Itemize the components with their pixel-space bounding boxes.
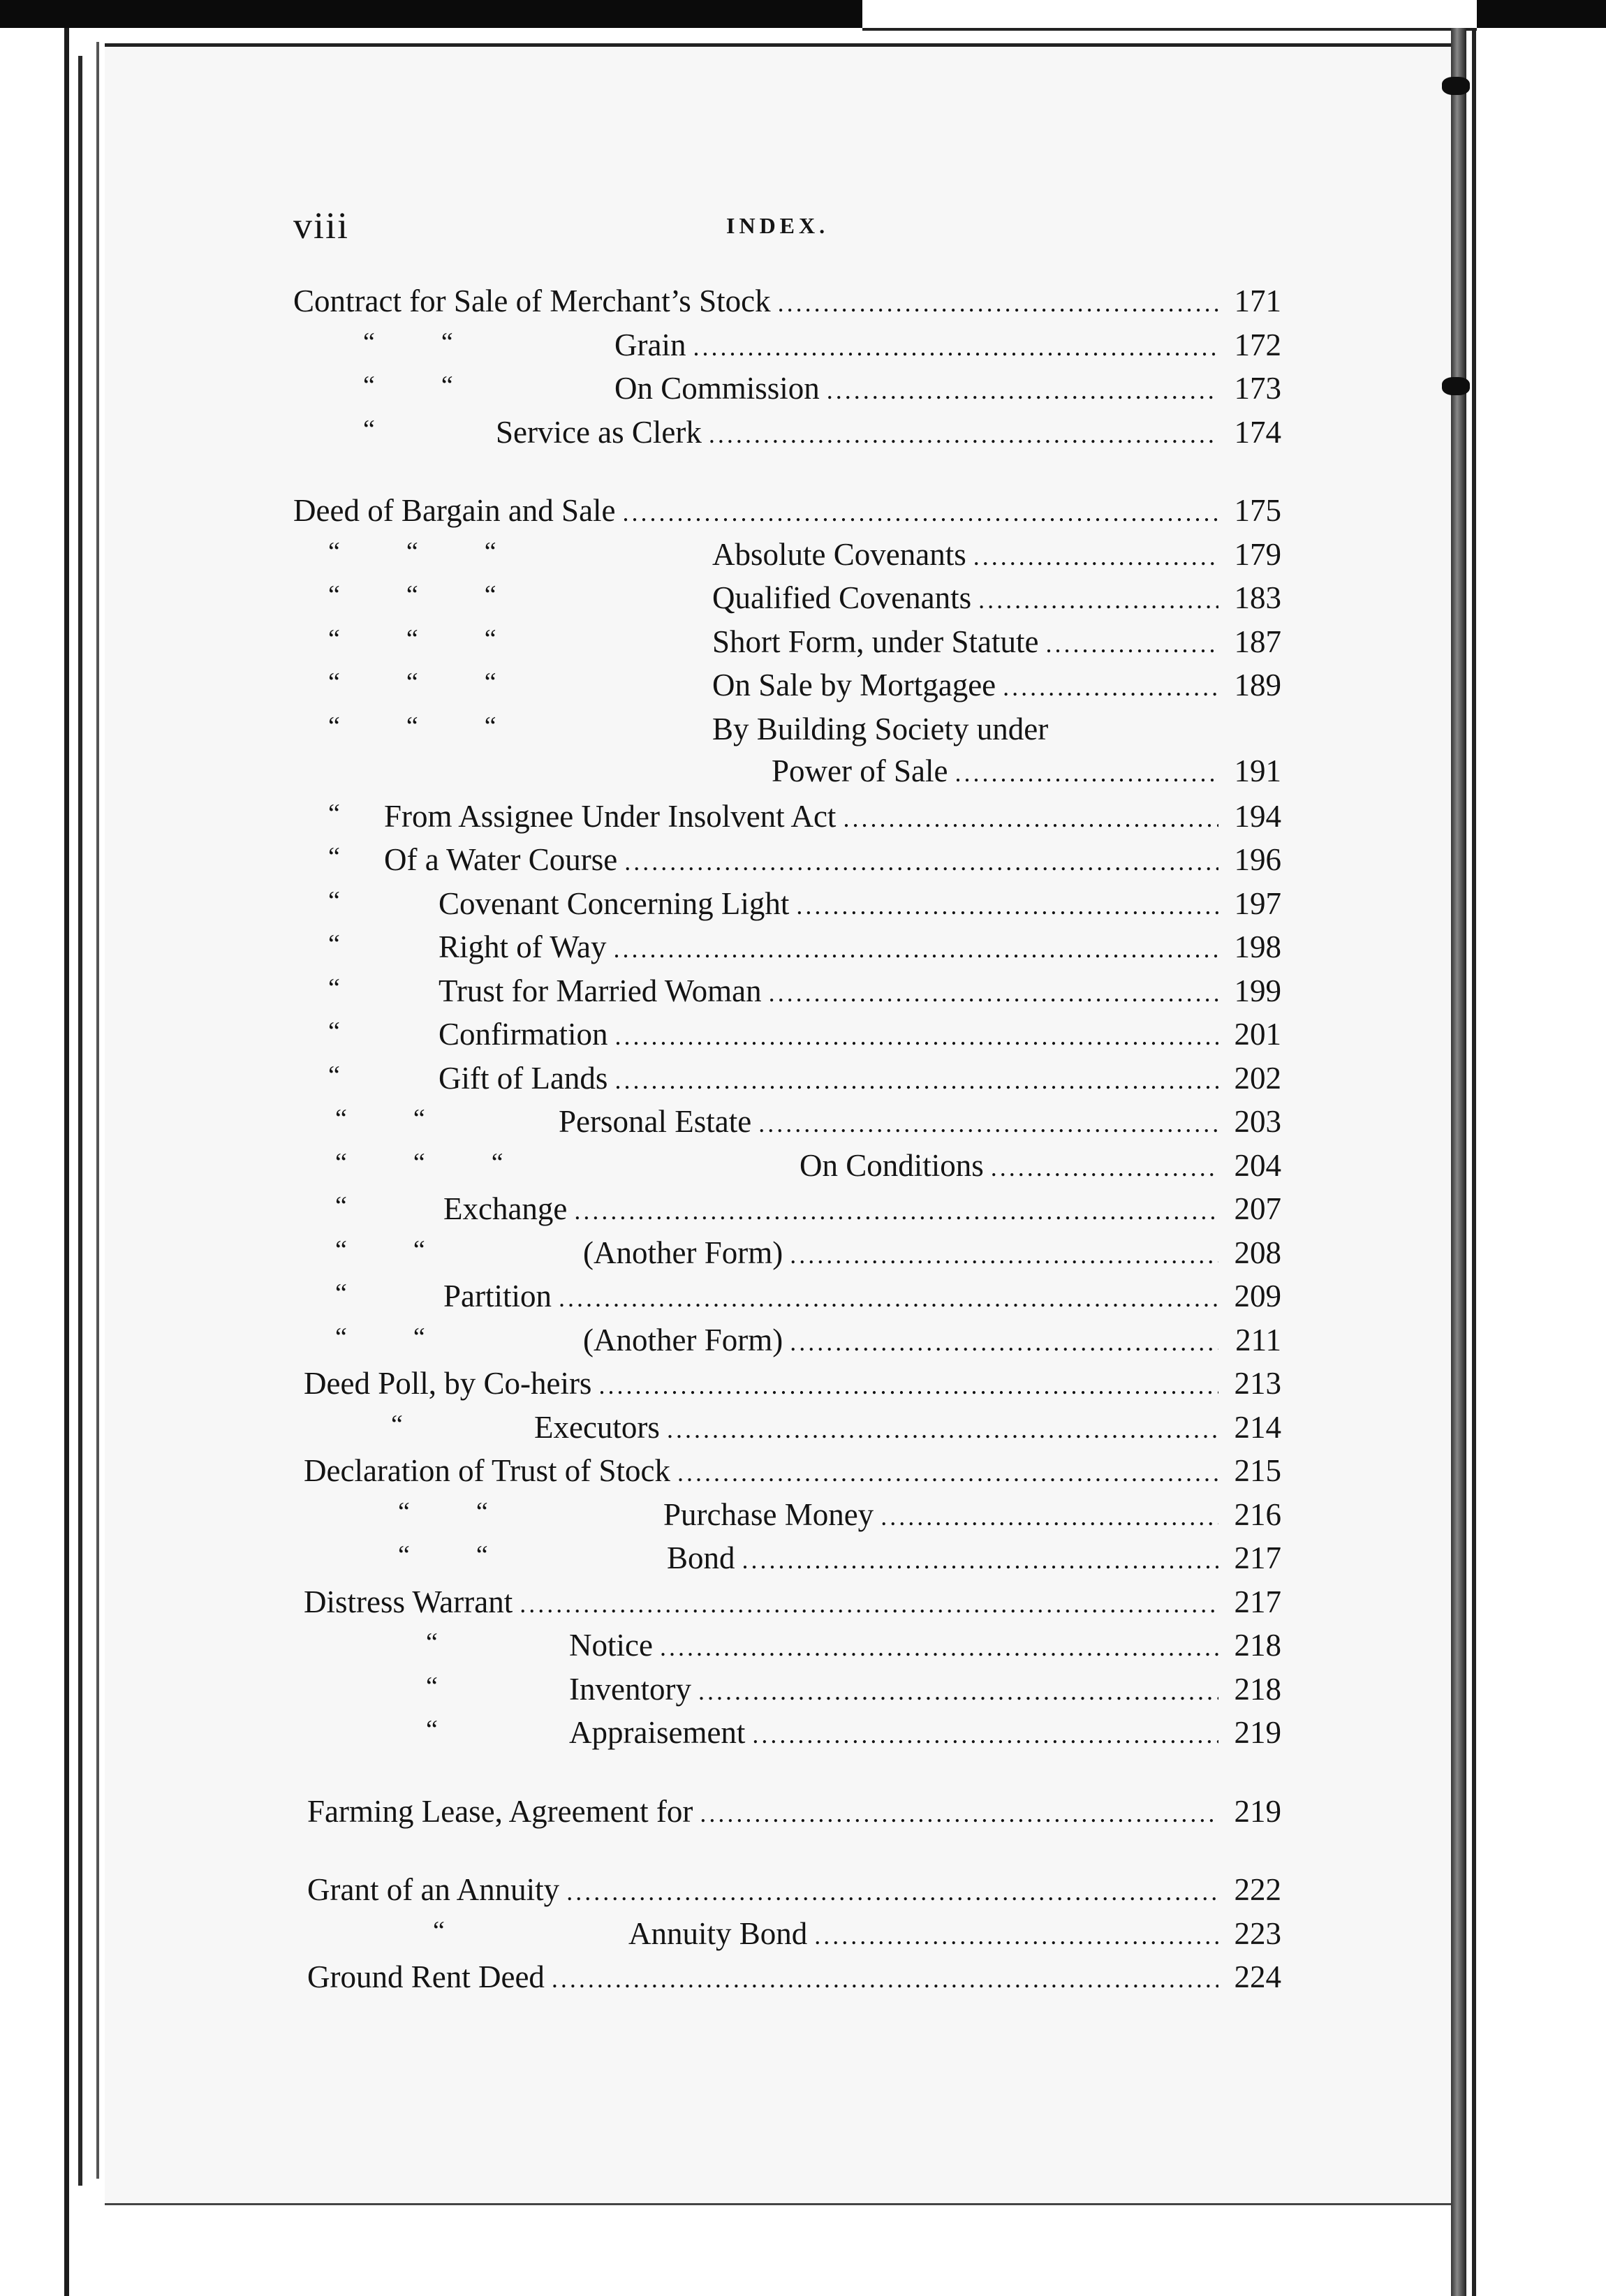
entry-title: Gift of Lands [439,1061,608,1096]
entry-title: Inventory [569,1672,691,1707]
entry-title: Of a Water Course [384,842,618,877]
index-entry [559,1103,1281,1141]
ditto-marks: “ “ [335,1104,425,1133]
entry-title: Confirmation [439,1017,608,1052]
dot-leader [614,1066,1218,1095]
ditto-marks: “ [328,929,340,959]
index-entry [614,327,1281,365]
index-entry [712,711,1281,749]
index-entry [384,798,1281,836]
dot-leader [769,978,1218,1008]
entry-page-number: 199 [1234,973,1281,1008]
dot-leader [709,420,1218,449]
index-entry [307,1959,1281,1996]
index-entry [293,283,1281,321]
index-entry [443,1278,1281,1316]
entry-title: Bond [667,1540,735,1575]
index-entry [293,492,1281,530]
index-entry [496,414,1281,452]
entry-page-number: 172 [1234,328,1281,362]
entry-page-number: 194 [1234,799,1281,834]
entry-title: Annuity Bond [628,1916,808,1951]
ditto-marks: “ [328,1061,340,1090]
dot-leader [660,1633,1218,1662]
index-entry [307,1871,1281,1909]
entry-title-continuation: Power of Sale [772,753,948,788]
index-entry [712,667,1281,705]
index-entry [712,624,1281,661]
entry-page-number: 216 [1234,1497,1281,1532]
dot-leader [955,758,1218,788]
ditto-marks: “ [328,842,340,871]
ditto-marks: “ [328,1017,340,1046]
dot-leader [693,332,1218,362]
dot-leader [1003,672,1218,702]
dot-leader [559,1283,1218,1313]
dot-leader [614,934,1218,964]
index-entry [614,370,1281,408]
entry-page-number: 211 [1235,1323,1281,1357]
ditto-marks: “ [363,415,375,444]
dot-leader [843,804,1218,833]
index-entry [304,1584,1281,1621]
entry-page-number: 223 [1234,1916,1281,1951]
dot-leader [752,1720,1218,1749]
ditto-marks: “ “ “ [328,624,496,654]
ditto-marks: “ “ “ [335,1148,503,1177]
index-entry [439,973,1281,1010]
index-entry [569,1714,1281,1752]
index-entry [307,1793,1281,1831]
entry-page-number: 201 [1234,1017,1281,1052]
index-entry [439,929,1281,966]
entry-page-number: 189 [1234,668,1281,702]
ditto-marks: “ [328,886,340,915]
dot-leader [667,1415,1218,1444]
index-entry [583,1235,1281,1272]
ditto-marks: “ [426,1715,438,1744]
entry-page-number: 213 [1234,1366,1281,1401]
dot-leader [790,1327,1218,1357]
index-entry [667,1540,1281,1577]
dot-leader [566,1877,1218,1906]
entry-title: On Conditions [800,1148,984,1183]
dot-leader [978,585,1218,615]
dot-leader [742,1545,1218,1575]
dot-leader [677,1458,1218,1487]
ditto-marks: “ “ “ [328,580,496,610]
entry-title: Qualified Covenants [712,580,972,615]
index-entry [712,536,1281,574]
index-entry [443,1191,1281,1228]
dot-leader [614,1022,1218,1051]
ditto-marks: “ [335,1191,347,1221]
entry-title: Notice [569,1628,653,1663]
entry-page-number: 183 [1234,580,1281,615]
entry-title: Personal Estate [559,1104,752,1139]
dot-leader [698,1677,1218,1706]
entry-page-number: 197 [1234,886,1281,921]
ditto-marks: “ “ [398,1540,488,1570]
ditto-marks: “ [433,1916,445,1945]
entry-title: Exchange [443,1191,568,1226]
ditto-marks: “ “ [363,328,453,357]
entry-title: Contract for Sale of Merchant’s Stock [293,284,771,318]
ditto-marks: “ “ “ [328,712,496,741]
index-entry [439,1060,1281,1098]
dot-leader [624,847,1218,876]
index-entry [712,580,1281,617]
index-entry [304,1365,1281,1403]
entry-title: On Commission [614,371,820,406]
entry-title: Deed of Bargain and Sale [293,493,616,528]
entry-title: Covenant Concerning Light [439,886,790,921]
entry-title: Service as Clerk [496,415,702,450]
index-entry [800,1147,1281,1185]
entry-page-number: 209 [1234,1279,1281,1313]
entry-page-number: 214 [1234,1410,1281,1445]
entry-page-number: 218 [1234,1628,1281,1663]
ditto-marks: “ [335,1279,347,1308]
entry-page-number: 219 [1234,1715,1281,1750]
entry-page-number: 198 [1234,929,1281,964]
ditto-marks: “ “ [335,1235,425,1265]
ditto-marks: “ “ [398,1497,488,1526]
entry-title: On Sale by Mortgagee [712,668,996,702]
entry-title: (Another Form) [583,1235,783,1270]
entry-page-number: 203 [1234,1104,1281,1139]
entry-page-number: 207 [1234,1191,1281,1226]
dot-leader [520,1589,1218,1619]
dot-leader [973,542,1218,571]
index-entry [663,1496,1281,1534]
entry-page-number: 187 [1234,624,1281,659]
dot-leader [881,1502,1218,1531]
entry-title: Purchase Money [663,1497,874,1532]
entry-title: Right of Way [439,929,607,964]
entry-title: Farming Lease, Agreement for [307,1794,693,1829]
dot-leader [623,498,1218,527]
entry-title: (Another Form) [583,1323,783,1357]
index-entry [583,1322,1281,1360]
entry-title: Absolute Covenants [712,537,966,572]
index-entry [304,1452,1281,1490]
entry-page-number: 218 [1234,1672,1281,1707]
page-title: INDEX. [726,213,830,238]
entry-title: By Building Society under [712,712,1049,746]
dot-leader [1045,629,1218,658]
dot-leader [574,1196,1218,1226]
entry-title: Trust for Married Woman [439,973,762,1008]
ditto-marks: “ “ [335,1323,425,1352]
entry-page-number: 224 [1234,1959,1281,1994]
dot-leader [552,1964,1218,1994]
entry-title: Distress Warrant [304,1584,513,1619]
entry-title: Deed Poll, by Co-heirs [304,1366,592,1401]
index-entry [628,1915,1281,1953]
entry-title: From Assignee Under Insolvent Act [384,799,837,834]
dot-leader [827,376,1218,405]
entry-page-number: 204 [1234,1148,1281,1183]
index-entry [384,841,1281,879]
ditto-marks: “ [426,1628,438,1657]
dot-leader [796,891,1218,920]
entry-page-number: 173 [1234,371,1281,406]
index-entry [569,1627,1281,1665]
dot-leader [814,1921,1218,1950]
ditto-marks: “ [328,799,340,828]
entry-title: Grant of an Annuity [307,1872,560,1907]
index-entry [439,1016,1281,1054]
entry-title: Ground Rent Deed [307,1959,545,1994]
ditto-marks: “ “ “ [328,668,496,697]
ditto-marks: “ [328,973,340,1003]
dot-leader [700,1799,1218,1828]
dot-leader [991,1153,1218,1182]
entry-title: Appraisement [569,1715,746,1750]
ditto-marks: “ [391,1410,403,1439]
entry-page-number: 217 [1234,1584,1281,1619]
index-entry [439,885,1281,923]
entry-page-number: 174 [1234,415,1281,450]
entry-title: Short Form, under Statute [712,624,1039,659]
index-entry [569,1671,1281,1709]
entry-page-number: 222 [1234,1872,1281,1907]
dot-leader [758,1109,1218,1138]
entry-title: Declaration of Trust of Stock [304,1453,670,1488]
entry-page-number: 191 [1234,753,1281,788]
entry-title: Grain [614,328,686,362]
dot-leader [598,1371,1218,1400]
entry-page-number: 217 [1234,1540,1281,1575]
entry-page-number: 196 [1234,842,1281,877]
dot-leader [778,288,1218,318]
ditto-marks: “ “ [363,371,453,400]
entry-page-number: 215 [1234,1453,1281,1488]
entry-page-number: 171 [1234,284,1281,318]
index-entry-continuation [772,753,1281,790]
entry-page-number: 179 [1234,537,1281,572]
entry-page-number: 208 [1234,1235,1281,1270]
page-number: viii [293,205,350,246]
entry-page-number: 202 [1234,1061,1281,1096]
ditto-marks: “ “ “ [328,537,496,566]
ditto-marks: “ [426,1672,438,1701]
entry-title: Executors [534,1410,660,1445]
index-entry [534,1409,1281,1447]
entry-page-number: 219 [1234,1794,1281,1829]
dot-leader [790,1240,1218,1270]
entry-page-number: 175 [1234,493,1281,528]
entry-title: Partition [443,1279,552,1313]
